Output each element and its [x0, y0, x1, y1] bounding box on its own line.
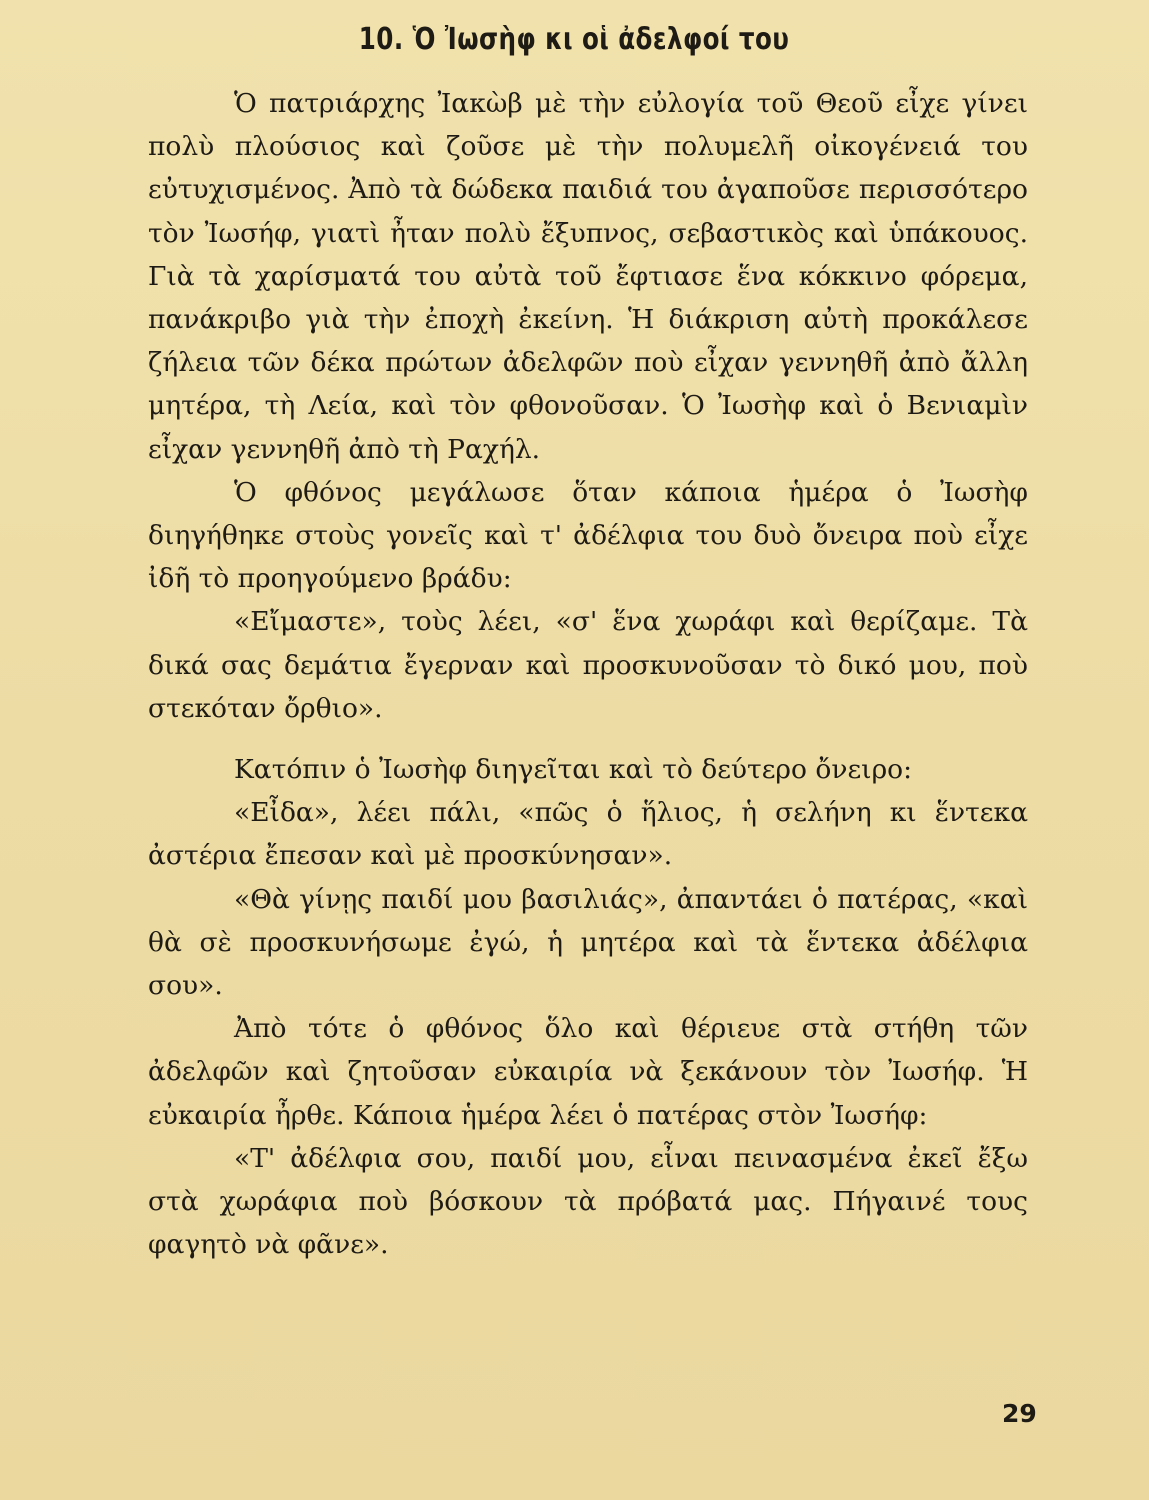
paragraph: «Θὰ γίνῃς παιδί μου βασιλιάς», ἀπαντάει ὁ πατέρας, «καὶ θὰ σὲ προσκυνήσωμε ἐγώ, ἡ μητέρα καὶ τὰ ἕντεκα ἀδέλφια σου».	[148, 883, 1028, 1002]
paragraph: «Εἶδα», λέει πάλι, «πῶς ὁ ἥλιος, ἡ σελήνη κι ἕντεκα ἀστέρια ἔπεσαν καὶ μὲ προσκύνησαν».	[148, 797, 1028, 872]
paragraph: Ὁ φθόνος μεγάλωσε ὅταν κάποια ἡμέρα ὁ Ἰωσὴφ διηγήθηκε στοὺς γονεῖς καὶ τ' ἀδέλφια του δυὸ ὄνειρα ποὺ εἶχε ἰδῆ τὸ προηγούμενο βράδυ:	[148, 476, 1028, 595]
paragraph: Ὁ πατριάρχης Ἰακὼβ μὲ τὴν εὐλογία τοῦ Θεοῦ εἶχε γίνει πολὺ πλούσιος καὶ ζοῦσε μὲ τὴν πολυμελῆ οἰκογένειά του εὐτυχισμένος. Ἀπὸ τὰ δώδεκα παιδιά του ἀγαποῦσε περισσότερο τὸν Ἰωσήφ, γιατὶ ἦταν πολὺ ἔξυπνος, σεβαστικὸς καὶ ὑπάκουος. Γιὰ τὰ χαρίσματά του αὐτὰ τοῦ ἔφτιασε ἕνα κόκκινο φόρεμα, πανάκριβο γιὰ τὴν ἐποχὴ ἐκείνη. Ἡ διάκριση αὐτὴ προκάλεσε ζήλεια τῶν δέκα πρώτων ἀδελφῶν ποὺ εἶχαν γεννηθῆ ἀπὸ ἄλλη μητέρα, τὴ Λεία, καὶ τὸν φθονοῦσαν. Ὁ Ἰωσὴφ καὶ ὁ Βενιαμὶν εἶχαν γεννηθῆ ἀπὸ τὴ Ραχήλ.	[148, 88, 1028, 465]
page-number: 29	[1002, 1399, 1037, 1428]
paragraph: «Τ' ἀδέλφια σου, παιδί μου, εἶναι πεινασμένα ἐκεῖ ἔξω στὰ χωράφια ποὺ βόσκουν τὰ πρόβατά μας. Πήγαινέ τους φαγητὸ νὰ φᾶνε».	[148, 1142, 1028, 1261]
paragraph: «Εἴμαστε», τοὺς λέει, «σ' ἕνα χωράφι καὶ θερίζαμε. Τὰ δικά σας δεμάτια ἔγερναν καὶ προσκυνοῦσαν τὸ δικό μου, ποὺ στεκόταν ὄρθιο».	[148, 606, 1028, 724]
paragraph: Ἀπὸ τότε ὁ φθόνος ὅλο καὶ θέριευε στὰ στήθη τῶν ἀδελφῶν καὶ ζητοῦσαν εὐκαιρία νὰ ξεκάνουν τὸν Ἰωσήφ. Ἡ εὐκαιρία ἦρθε. Κάποια ἡμέρα λέει ὁ πατέρας στὸν Ἰωσήφ:	[148, 1013, 1028, 1131]
body-text	[148, 82, 1028, 1266]
paragraph: Κατόπιν ὁ Ἰωσὴφ διηγεῖται καὶ τὸ δεύτερο ὄνειρο:	[234, 754, 913, 786]
chapter-title: 10. Ὁ Ἰωσὴφ κι οἱ ἀδελφοί του	[358, 22, 790, 57]
